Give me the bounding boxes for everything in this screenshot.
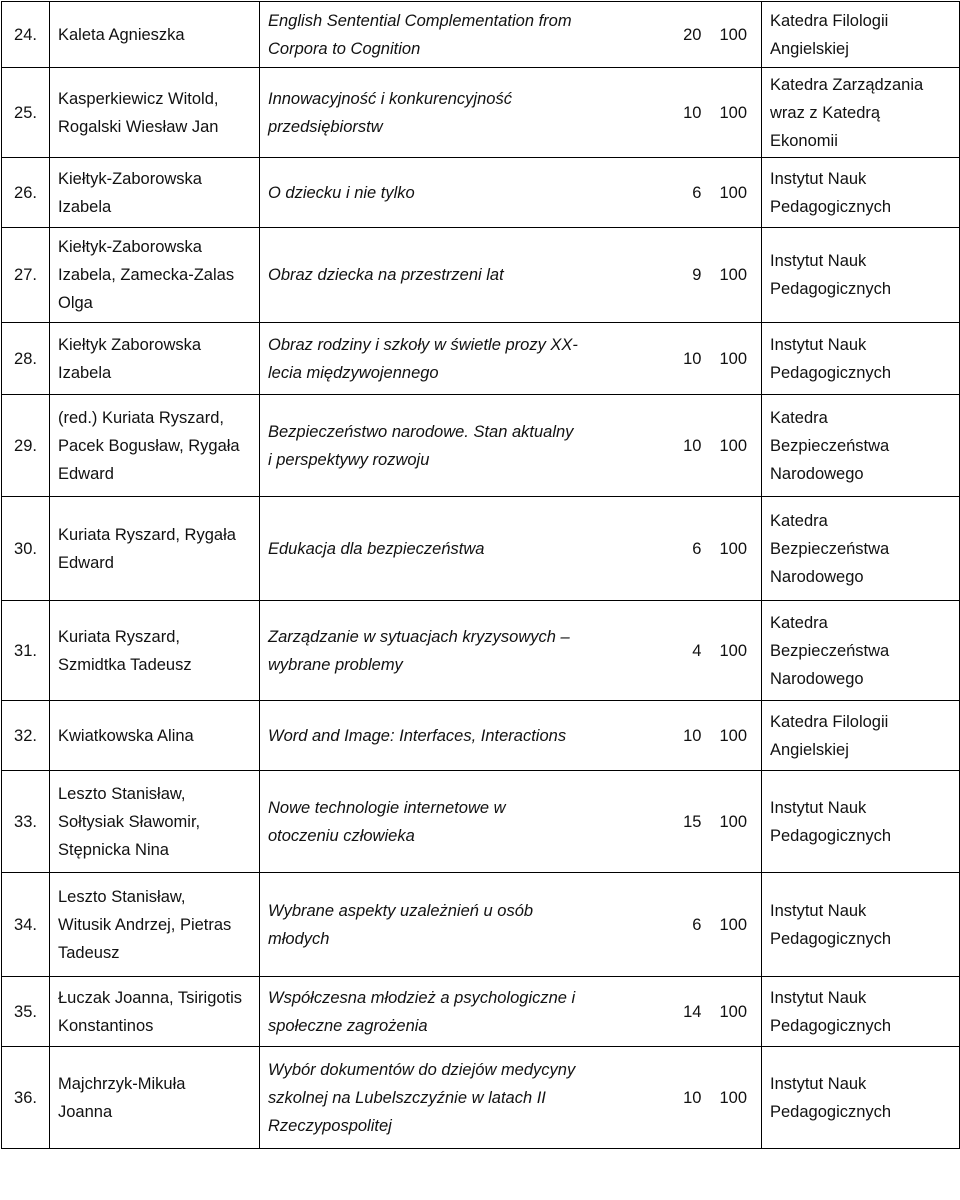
unit-line: Instytut Nauk [770, 335, 867, 354]
author-line: Kuriata Ryszard, [58, 627, 180, 646]
table-row [2, 977, 960, 1047]
title-line: Innowacyjność i konkurencyjność [268, 89, 512, 108]
table-row [2, 771, 960, 873]
author-line: Izabela [58, 197, 112, 216]
author-cell [50, 158, 260, 228]
copies-count: 6 [692, 915, 702, 934]
unit-line: Instytut Nauk [770, 169, 867, 188]
title-line: wybrane problemy [268, 655, 403, 674]
author-cell [50, 228, 260, 323]
document-page [0, 1, 960, 1200]
author-cell [50, 701, 260, 771]
unit-line: Pedagogicznych [770, 1016, 892, 1035]
unit-line: Pedagogicznych [770, 1102, 892, 1121]
title-line: przedsiębiorstw [268, 117, 383, 136]
title-line: Obraz dziecka na przestrzeni lat [268, 266, 504, 284]
copies-count: 9 [692, 266, 702, 284]
author-line: Kuriata Ryszard, Rygała [58, 525, 236, 544]
unit-line: Katedra [770, 613, 828, 632]
unit-cell [762, 323, 960, 395]
title-line: Bezpieczeństwo narodowe. Stan aktualny [268, 422, 574, 441]
title-line: lecia międzywojennego [268, 363, 439, 382]
title-line: Corpora to Cognition [268, 39, 421, 58]
copies-total: 100 [719, 436, 747, 455]
unit-line: Katedra Zarządzania [770, 75, 924, 94]
row-number: 34. [2, 873, 50, 977]
row-number: 30. [2, 497, 50, 601]
author-line: Izabela, Zamecka-Zalas [58, 266, 235, 284]
title-line: Zarządzanie w sytuacjach kryzysowych – [268, 627, 570, 646]
author-line: Sołtysiak Sławomir, [58, 812, 201, 831]
unit-line: Katedra Filologii [770, 712, 889, 731]
unit-line: Pedagogicznych [770, 197, 892, 216]
unit-line: Ekonomii [770, 131, 838, 150]
title-line: Rzeczypospolitej [268, 1116, 392, 1135]
copies-total: 100 [719, 539, 747, 558]
author-line: Majchrzyk-Mikuła [58, 1074, 186, 1093]
table-row [2, 497, 960, 601]
author-line: Stępnicka Nina [58, 840, 169, 859]
title-cell [260, 873, 762, 977]
author-line: Edward [58, 464, 114, 483]
table-row [2, 323, 960, 395]
author-line: Kiełtyk-Zaborowska [58, 238, 202, 256]
author-line: Pacek Bogusław, Rygała [58, 436, 240, 455]
title-line: Edukacja dla bezpieczeństwa [268, 539, 485, 558]
table-body [2, 2, 960, 1149]
copies-count: 10 [683, 349, 702, 368]
table-row [2, 2, 960, 68]
copies-total: 100 [719, 915, 747, 934]
copies-count: 4 [692, 641, 702, 660]
unit-cell [762, 497, 960, 601]
unit-cell [762, 873, 960, 977]
author-line: Kaleta Agnieszka [58, 25, 185, 44]
copies-count: 10 [683, 103, 702, 122]
title-cell [260, 497, 762, 601]
copies-count: 20 [683, 25, 702, 44]
unit-cell [762, 701, 960, 771]
author-cell [50, 497, 260, 601]
author-line: Kiełtyk Zaborowska [58, 335, 202, 354]
title-line: i perspektywy rozwoju [268, 450, 430, 469]
unit-cell [762, 771, 960, 873]
copies-total: 100 [719, 641, 747, 660]
copies-count: 10 [683, 436, 702, 455]
author-line: Joanna [58, 1102, 113, 1121]
unit-line: Bezpieczeństwa [770, 436, 890, 455]
title-line: szkolnej na Lubelszczyźnie w latach II [268, 1088, 546, 1107]
copies-count: 14 [683, 1002, 702, 1021]
copies-total: 100 [719, 726, 747, 745]
title-cell [260, 323, 762, 395]
author-line: (red.) Kuriata Ryszard, [58, 408, 224, 427]
title-cell [260, 601, 762, 701]
unit-line: Bezpieczeństwa [770, 641, 890, 660]
author-line: Szmidtka Tadeusz [58, 655, 192, 674]
author-line: Konstantinos [58, 1016, 154, 1035]
author-line: Rogalski Wiesław Jan [58, 117, 219, 136]
title-line: English Sentential Complementation from [268, 11, 572, 30]
unit-line: Instytut Nauk [770, 252, 867, 270]
copies-total: 100 [719, 349, 747, 368]
table-row [2, 701, 960, 771]
unit-cell [762, 1047, 960, 1149]
author-line: Edward [58, 553, 114, 572]
book-title [268, 261, 504, 289]
title-line: Word and Image: Interfaces, Interactions [268, 726, 567, 745]
row-number: 27. [2, 228, 50, 323]
author-line: Izabela [58, 363, 112, 382]
table-row [2, 873, 960, 977]
copies-total: 100 [719, 103, 747, 122]
author-line: Tadeusz [58, 943, 120, 962]
title-cell [260, 1047, 762, 1149]
author-line: Olga [58, 294, 93, 312]
book-title [268, 984, 575, 1040]
title-line: Współczesna młodzież a psychologiczne i [268, 988, 576, 1007]
title-cell [260, 701, 762, 771]
unit-line: Angielskiej [770, 39, 849, 58]
title-cell [260, 228, 762, 323]
row-number: 24. [2, 2, 50, 68]
unit-cell [762, 2, 960, 68]
book-title [268, 535, 484, 563]
title-cell [260, 2, 762, 68]
unit-line: Instytut Nauk [770, 988, 867, 1007]
author-line: Witusik Andrzej, Pietras [58, 915, 232, 934]
unit-line: Pedagogicznych [770, 929, 892, 948]
copies-total: 100 [719, 1088, 747, 1107]
author-cell [50, 873, 260, 977]
author-cell [50, 977, 260, 1047]
copies-count: 6 [692, 539, 702, 558]
row-number: 28. [2, 323, 50, 395]
unit-line: Katedra [770, 408, 828, 427]
table-row [2, 68, 960, 158]
author-cell [50, 2, 260, 68]
table-row [2, 158, 960, 228]
unit-cell [762, 395, 960, 497]
copies-total: 100 [719, 183, 747, 202]
unit-cell [762, 158, 960, 228]
row-number: 31. [2, 601, 50, 701]
title-line: społeczne zagrożenia [268, 1016, 428, 1035]
book-title [268, 331, 578, 387]
table-row [2, 601, 960, 701]
copies-total: 100 [719, 266, 747, 284]
row-number: 32. [2, 701, 50, 771]
author-line: Kwiatkowska Alina [58, 726, 194, 745]
title-line: młodych [268, 929, 330, 948]
book-title [268, 794, 506, 850]
row-number: 29. [2, 395, 50, 497]
title-cell [260, 158, 762, 228]
book-title [268, 85, 512, 141]
book-title [268, 1056, 575, 1140]
unit-line: Katedra Filologii [770, 11, 889, 30]
author-cell [50, 395, 260, 497]
unit-cell [762, 977, 960, 1047]
copies-total: 100 [719, 812, 747, 831]
unit-cell [762, 601, 960, 701]
book-title [268, 179, 415, 207]
author-cell [50, 323, 260, 395]
author-line: Leszto Stanisław, [58, 887, 186, 906]
title-line: Nowe technologie internetowe w [268, 798, 506, 817]
unit-line: Bezpieczeństwa [770, 539, 890, 558]
copies-count: 10 [683, 726, 702, 745]
table-row [2, 1047, 960, 1149]
unit-line: wraz z Katedrą [770, 103, 881, 122]
row-number: 33. [2, 771, 50, 873]
book-title [268, 623, 570, 679]
unit-line: Narodowego [770, 567, 864, 586]
book-title [268, 897, 533, 953]
unit-cell [762, 228, 960, 323]
title-cell [260, 771, 762, 873]
author-cell [50, 601, 260, 701]
copies-count: 6 [692, 183, 702, 202]
unit-line: Instytut Nauk [770, 1074, 867, 1093]
unit-line: Pedagogicznych [770, 363, 892, 382]
copies-total: 100 [719, 1002, 747, 1021]
unit-cell [762, 68, 960, 158]
table-row [2, 228, 960, 323]
author-line: Łuczak Joanna, Tsirigotis [58, 988, 243, 1007]
author-cell [50, 771, 260, 873]
author-line: Kiełtyk-Zaborowska [58, 169, 202, 188]
title-line: otoczeniu człowieka [268, 826, 415, 845]
title-cell [260, 977, 762, 1047]
unit-line: Katedra [770, 511, 828, 530]
author-cell [50, 1047, 260, 1149]
author-cell [50, 68, 260, 158]
row-number: 35. [2, 977, 50, 1047]
title-cell [260, 68, 762, 158]
title-line: Wybór dokumentów do dziejów medycyny [268, 1060, 576, 1079]
unit-line: Narodowego [770, 669, 864, 688]
book-title [268, 722, 566, 750]
unit-line: Pedagogicznych [770, 280, 892, 298]
title-cell [260, 395, 762, 497]
author-line: Kasperkiewicz Witold, [58, 89, 219, 108]
unit-line: Angielskiej [770, 740, 849, 759]
book-title [268, 7, 572, 63]
copies-count: 10 [683, 1088, 702, 1107]
unit-line: Pedagogicznych [770, 826, 892, 845]
row-number: 25. [2, 68, 50, 158]
table-row [2, 395, 960, 497]
unit-line: Instytut Nauk [770, 901, 867, 920]
author-line: Leszto Stanisław, [58, 784, 186, 803]
unit-line: Instytut Nauk [770, 798, 867, 817]
title-line: Wybrane aspekty uzależnień u osób [268, 901, 534, 920]
publications-table [1, 1, 960, 1149]
title-line: O dziecku i nie tylko [268, 183, 415, 202]
book-title [268, 418, 573, 474]
copies-count: 15 [683, 812, 702, 831]
copies-total: 100 [719, 25, 747, 44]
unit-line: Narodowego [770, 464, 864, 483]
row-number: 26. [2, 158, 50, 228]
row-number: 36. [2, 1047, 50, 1149]
title-line: Obraz rodziny i szkoły w świetle prozy XX- [268, 335, 578, 354]
